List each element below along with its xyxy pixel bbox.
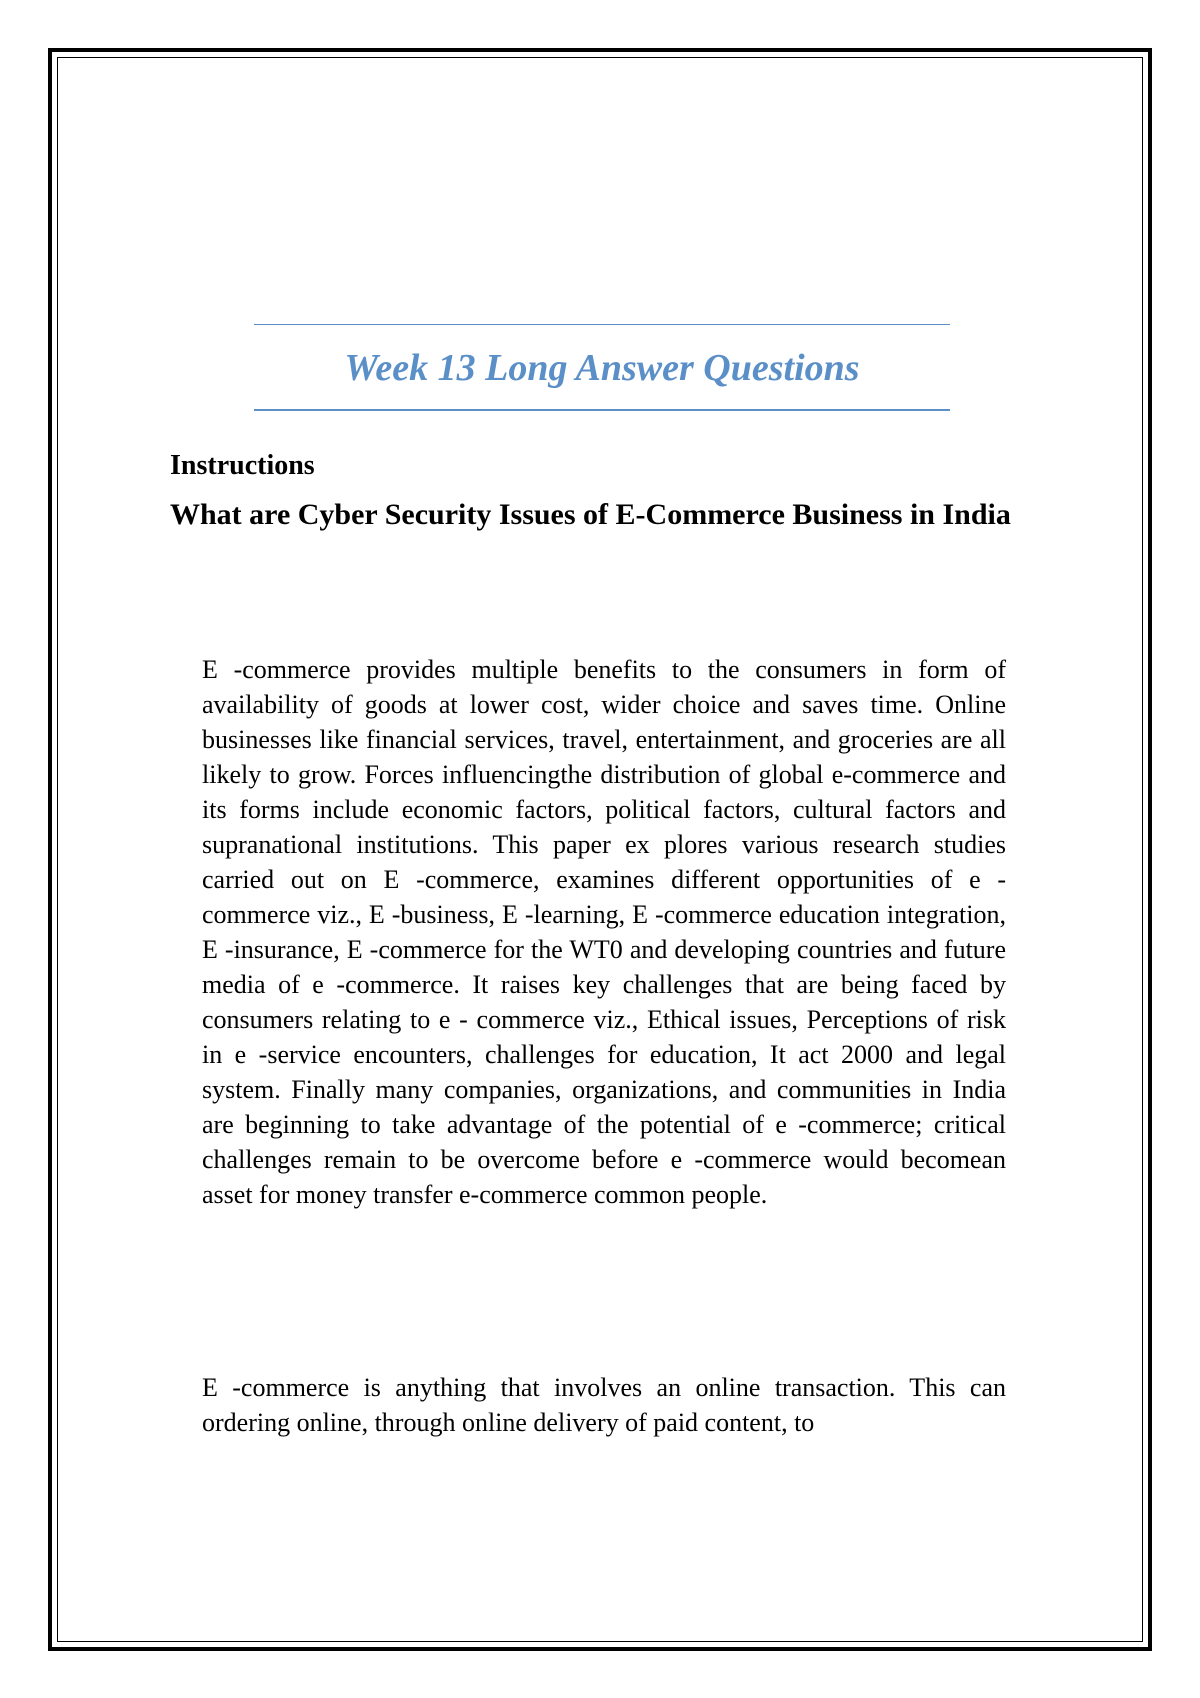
instructions-heading: Instructions bbox=[170, 450, 315, 481]
body-paragraph-2: E -commerce is anything that involves an online transaction. This can ordering online, through online delivery of paid content, to bbox=[202, 1373, 1006, 1437]
title-rule-bottom bbox=[254, 409, 950, 411]
body-paragraph-1: E -commerce provides multiple benefits to the consumers in form of availability of goods at lower cost, wider choice and saves time. Online businesses like financial services, travel, entertainment, and groceries are all likely to grow. Forces influencingthe distribution of global e-commerce and its forms include economic factors, political factors, cultural factors and supranational institutions. This paper ex plores various research studies carried out on E -commerce, examines different opportunities of e -commerce viz., E -business, E -learning, E -commerce education integration, E -insurance, E -commerce for the WT0 and developing countries and future media of e -commerce. It raises key challenges that are being faced by consumers relating to e - commerce viz., Ethical issues, Perceptions of risk in e -service encounters, challenges for education, It act 2000 and legal system. Finally many companies, organizations, and communities in India are beginning to take advantage of the potential of e -commerce; critical challenges remain to be overcome before e -commerce would becomean asset for money transfer e-commerce common people. bbox=[202, 655, 1006, 1209]
title-rule-top bbox=[254, 324, 950, 325]
document-title: Week 13 Long Answer Questions bbox=[344, 347, 860, 389]
question-heading: What are Cyber Security Issues of E-Commerce Business in India bbox=[170, 498, 1011, 531]
